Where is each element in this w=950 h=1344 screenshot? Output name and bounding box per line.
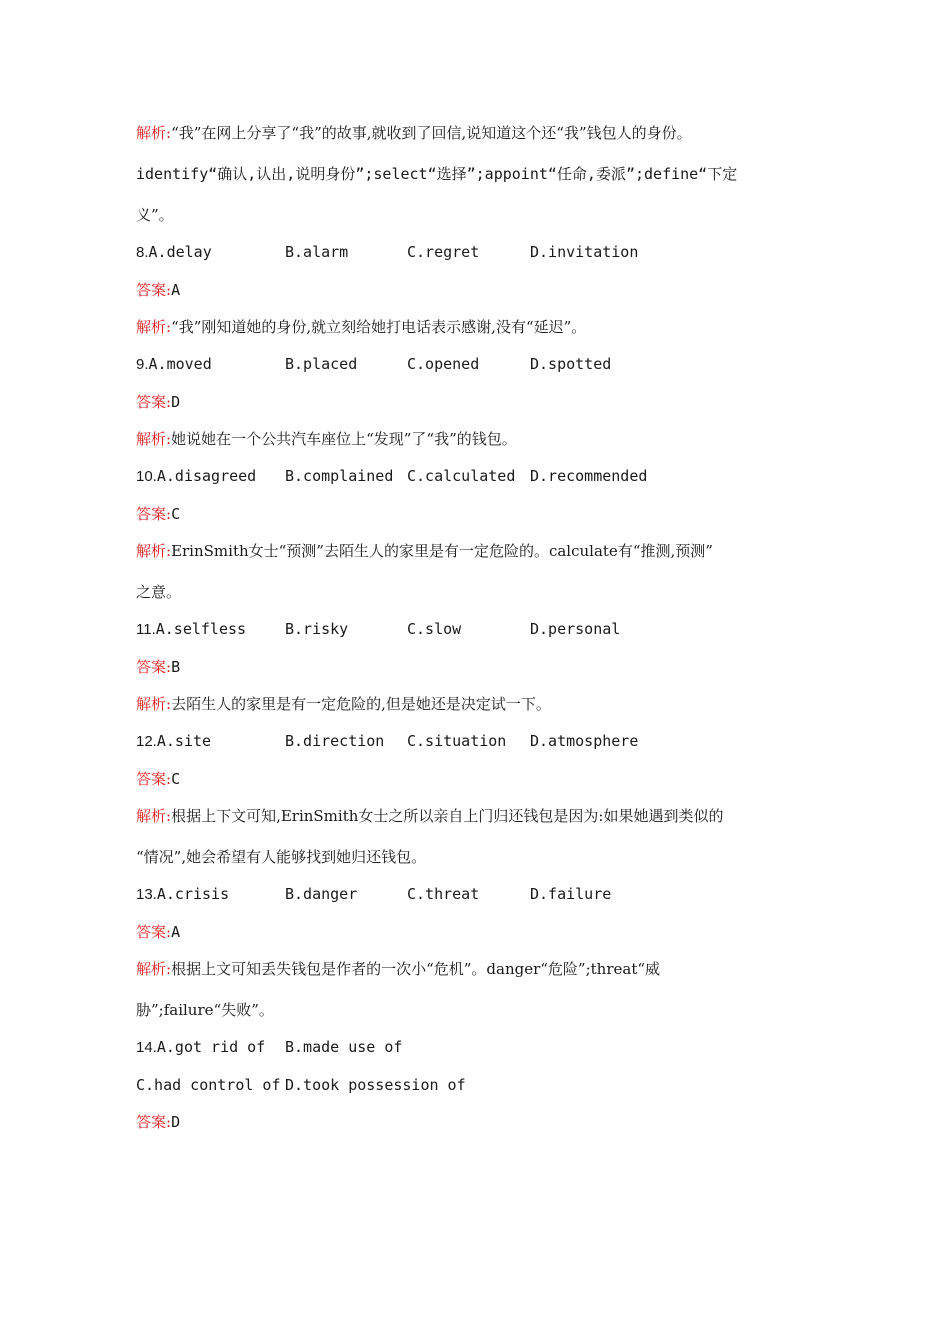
- question-number: 13.: [136, 886, 157, 903]
- explanation-text: “我”在网上分享了“我”的故事,就收到了回信,说知道这个还“我”钱包人的身份。: [171, 124, 692, 142]
- option-c: C.slow: [407, 620, 462, 638]
- question-10-options: [136, 465, 826, 488]
- option-b: B.risky: [285, 620, 349, 638]
- explanation-text: identify“确认,认出,说明身份”;select“选择”;appoint“任命,委派”;define“下定: [136, 165, 738, 183]
- explanation-13: 解析:根据上文可知丢失钱包是作者的一次小“危机”。danger“危险”;threat“威 胁”;failure“失败”。: [136, 960, 661, 1019]
- question-number: 12.: [136, 733, 157, 750]
- explanation-12: 解析:根据上下文可知,ErinSmith女士之所以亲自上门归还钱包是因为:如果她遇到类似的 “情况”,她会希望有人能够找到她归还钱包。: [136, 807, 724, 866]
- option-b: B.complained: [285, 467, 394, 485]
- question-number: 8.: [136, 244, 149, 261]
- option-a: A.site: [156, 732, 212, 750]
- answer-9: 答案:D: [136, 393, 181, 411]
- option-a: A.got rid of: [156, 1038, 266, 1056]
- option-b: B.direction: [285, 732, 385, 750]
- question-number: 10.: [136, 468, 157, 485]
- explanation-9: 解析:她说她在一个公共汽车座位上“发现”了“我”的钱包。: [136, 430, 517, 448]
- option-a: A.delay: [148, 243, 212, 261]
- option-c: C.had control of: [136, 1076, 281, 1094]
- question-number: 9.: [136, 356, 149, 373]
- option-b: B.danger: [285, 885, 358, 903]
- answer-12: 答案:C: [136, 770, 181, 788]
- option-c: C.situation: [407, 732, 507, 750]
- option-b: B.alarm: [285, 243, 349, 261]
- option-b: B.made use of: [285, 1038, 403, 1056]
- explanation-block-7: [136, 122, 826, 226]
- option-d: D.recommended: [530, 467, 648, 485]
- option-c: C.threat: [407, 885, 480, 903]
- explanation-11: 解析:去陌生人的家里是有一定危险的,但是她还是决定试一下。: [136, 695, 551, 713]
- answer-14: 答案:D: [136, 1113, 181, 1131]
- answer-13: 答案:A: [136, 923, 181, 941]
- answer-11: 答案:B: [136, 658, 181, 676]
- question-11-options: [136, 618, 826, 641]
- option-d: D.took possession of: [285, 1076, 466, 1094]
- answer-8: 答案:A: [136, 281, 181, 299]
- explanation-10: 解析:ErinSmith女士“预测”去陌生人的家里是有一定危险的。calculate有“推测,预测” 之意。: [136, 542, 713, 601]
- option-c: C.calculated: [407, 467, 516, 485]
- option-c: C.regret: [407, 243, 480, 261]
- option-d: D.spotted: [530, 355, 612, 373]
- option-a: A.moved: [148, 355, 212, 373]
- question-12-options: [136, 730, 826, 753]
- option-a: A.disagreed: [156, 467, 257, 485]
- question-8-options: [136, 241, 826, 264]
- option-d: D.invitation: [530, 243, 639, 261]
- document-content: [136, 122, 826, 1148]
- question-number: 11.: [136, 621, 156, 638]
- question-number: 14.: [136, 1039, 157, 1056]
- option-b: B.placed: [285, 355, 358, 373]
- option-a: A.crisis: [156, 885, 230, 903]
- explanation-label: 解析:: [136, 124, 172, 142]
- question-14-options-row-1: [136, 1036, 826, 1059]
- explanation-8: 解析:“我”刚知道她的身份,就立刻给她打电话表示感谢,没有“延迟”。: [136, 318, 587, 336]
- question-14-options-row-2: [136, 1074, 826, 1096]
- option-d: D.personal: [530, 620, 621, 638]
- option-a: A.selfless: [155, 620, 247, 638]
- answer-10: 答案:C: [136, 505, 181, 523]
- option-d: D.atmosphere: [530, 732, 639, 750]
- explanation-text: 义”。: [136, 206, 174, 224]
- question-9-options: [136, 353, 826, 376]
- option-c: C.opened: [407, 355, 480, 373]
- option-d: D.failure: [530, 885, 612, 903]
- question-13-options: [136, 883, 826, 906]
